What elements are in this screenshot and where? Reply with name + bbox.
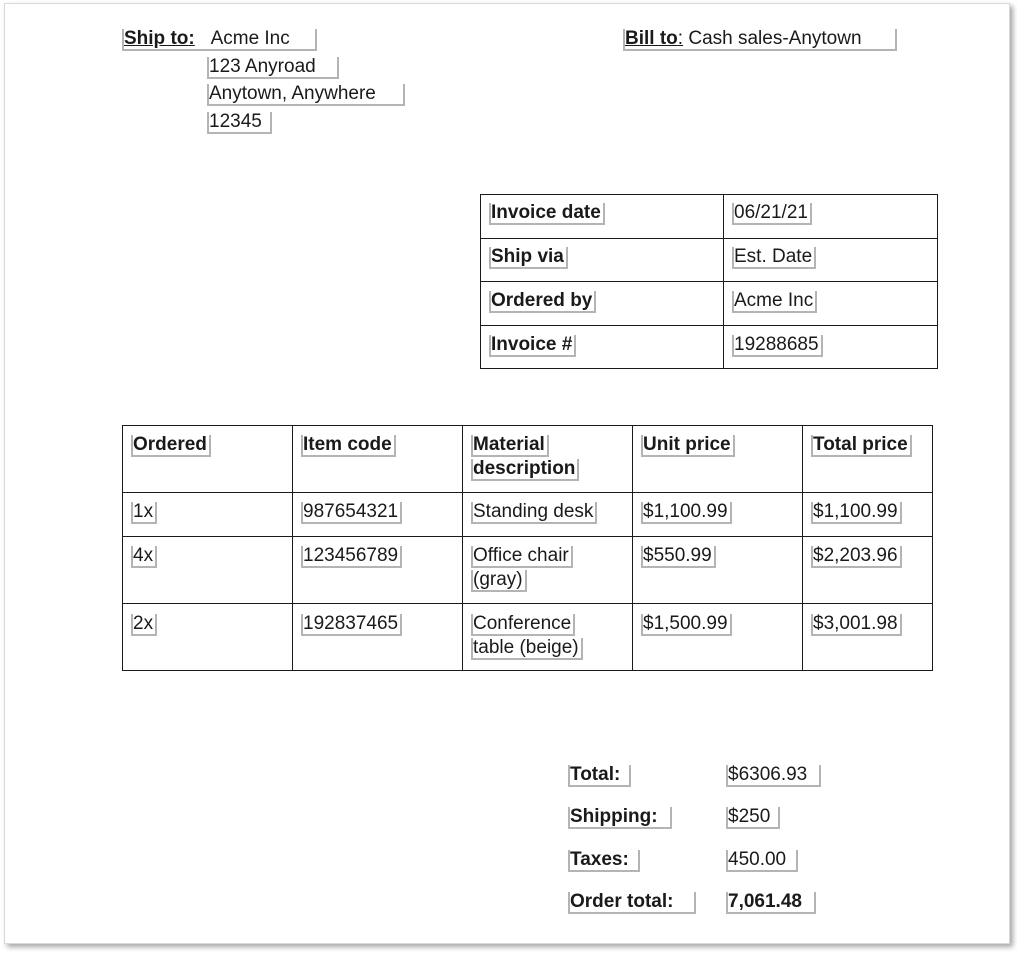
row-total-price: $1,100.99 <box>811 502 902 524</box>
invoice-date-value: 06/21/21 <box>732 203 812 225</box>
header-description: description <box>471 459 579 481</box>
table-row <box>481 326 938 369</box>
ship-to-city: Anytown, Anywhere <box>207 84 405 106</box>
table-row <box>123 604 933 671</box>
row-ordered: 1x <box>131 502 157 524</box>
ship-to-name: Acme Inc <box>210 28 290 49</box>
row-unit-price: $1,100.99 <box>641 502 732 524</box>
row-description: Office chair <box>471 546 573 568</box>
invoice-number-value: 19288685 <box>732 335 823 357</box>
total-value: $6306.93 <box>726 765 821 787</box>
row-total-price: $2,203.96 <box>811 546 902 568</box>
row-item-code: 123456789 <box>301 546 402 568</box>
taxes-label: Taxes: <box>568 850 640 872</box>
invoice-page <box>4 3 1010 944</box>
taxes-value: 450.00 <box>726 850 798 872</box>
ship-to-zip: 12345 <box>207 112 272 134</box>
ordered-by-label: Ordered by <box>489 291 596 313</box>
ship-to-label: Ship to <box>124 28 189 49</box>
bill-to-value: Cash sales-Anytown <box>688 28 862 49</box>
order-total-value: 7,061.48 <box>726 892 816 914</box>
order-total-label: Order total: <box>568 892 696 914</box>
ship-via-value: Est. Date <box>732 247 816 269</box>
table-row <box>481 282 938 326</box>
row-description-cont: (gray) <box>471 570 527 592</box>
ship-to-street: 123 Anyroad <box>207 57 339 79</box>
items-table <box>122 425 933 671</box>
header-total-price: Total price <box>811 435 912 457</box>
ordered-by-value: Acme Inc <box>732 291 817 313</box>
invoice-info-table <box>480 194 938 369</box>
ship-to-label-box: Ship to: Acme Inc <box>122 29 317 51</box>
row-unit-price: $1,500.99 <box>641 614 732 636</box>
row-total-price: $3,001.98 <box>811 614 902 636</box>
row-description-cont: table (beige) <box>471 638 583 660</box>
row-unit-price: $550.99 <box>641 546 716 568</box>
row-item-code: 987654321 <box>301 502 402 524</box>
total-label: Total: <box>568 765 631 787</box>
row-description: Standing desk <box>471 502 597 524</box>
table-header-row <box>123 426 933 493</box>
table-row <box>123 537 933 604</box>
table-row <box>481 195 938 239</box>
row-item-code: 192837465 <box>301 614 402 636</box>
bill-to-label: Bill to <box>625 28 678 49</box>
header-ordered: Ordered <box>131 435 211 457</box>
table-row <box>481 239 938 282</box>
header-material: Material <box>471 435 549 457</box>
shipping-value: $250 <box>726 807 780 829</box>
shipping-label: Shipping: <box>568 807 672 829</box>
invoice-number-label: Invoice # <box>489 335 576 357</box>
header-item-code: Item code <box>301 435 396 457</box>
ship-via-label: Ship via <box>489 247 568 269</box>
table-row <box>123 493 933 537</box>
invoice-date-label: Invoice date <box>489 203 605 225</box>
header-unit-price: Unit price <box>641 435 735 457</box>
row-ordered: 4x <box>131 546 157 568</box>
row-description: Conference <box>471 614 575 636</box>
row-ordered: 2x <box>131 614 157 636</box>
bill-to-box: Bill to: Cash sales-Anytown <box>623 29 897 51</box>
